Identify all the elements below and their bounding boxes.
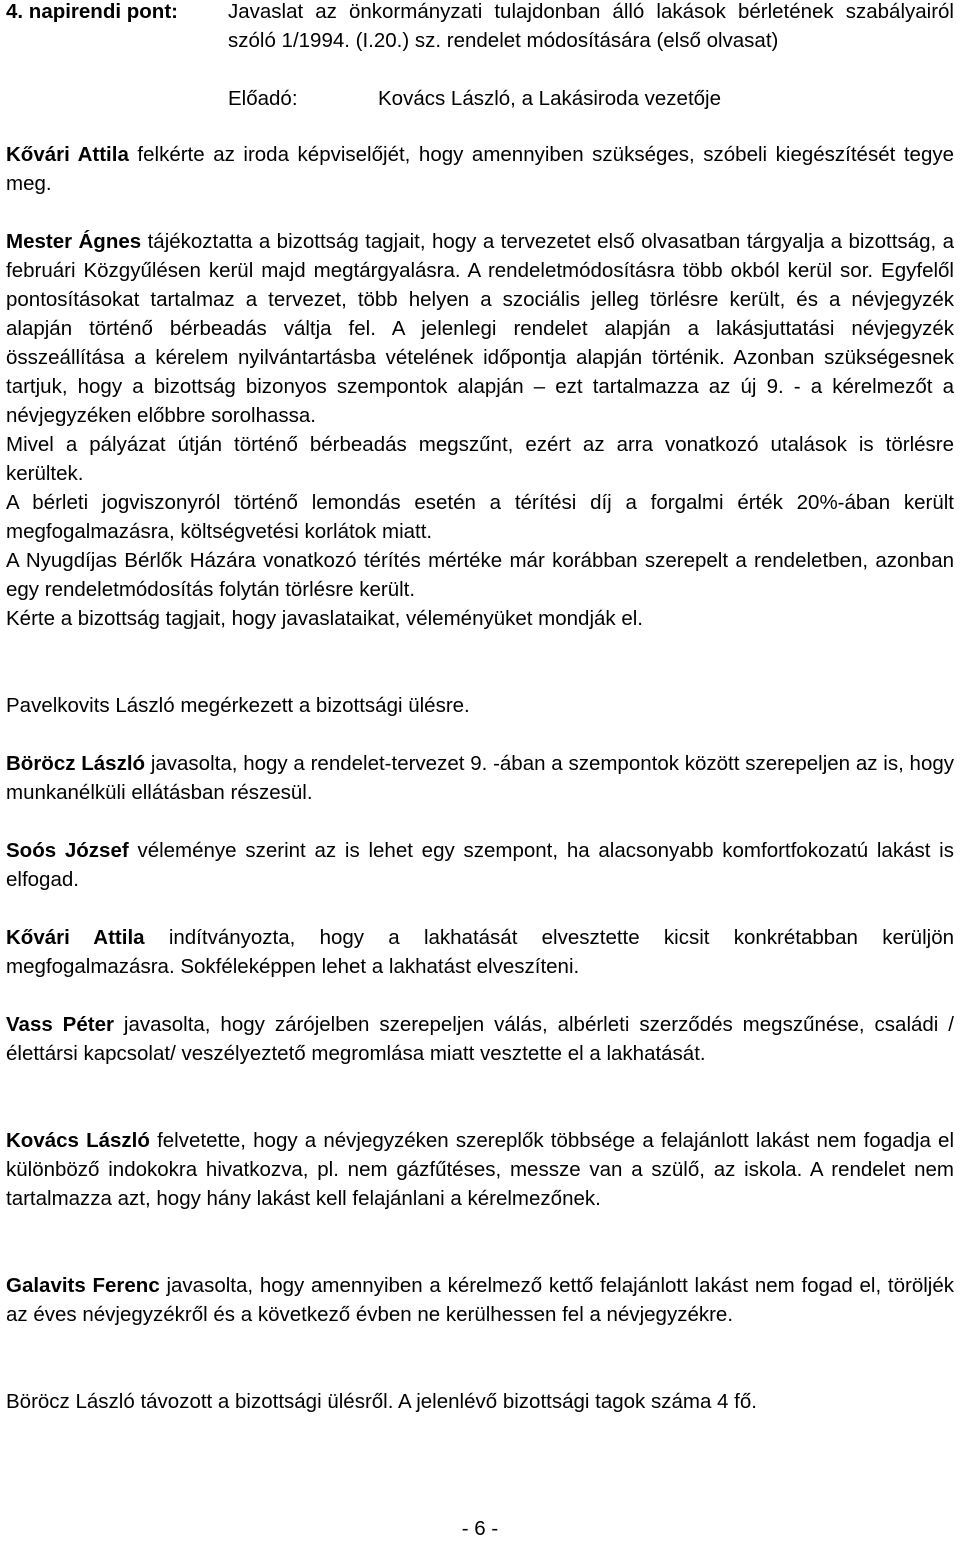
- paragraph-kovacs: [6, 1126, 954, 1213]
- speaker-name: Mester Ágnes: [6, 230, 142, 253]
- paragraph-pavelkovits: Pavelkovits László megérkezett a bizottsági ülésre.: [6, 694, 470, 717]
- paragraph-galavits: [6, 1271, 954, 1329]
- presenter-label: Előadó:: [228, 87, 298, 110]
- paragraph-text: javasolta, hogy amennyiben a kérelmező kettő felajánlott lakást nem fogad el, töröljék az éves névjegyzékről és a következő évben ne kerülhessen fel a névjegyzékre.: [6, 1274, 954, 1326]
- agenda-item-header: [6, 0, 954, 116]
- paragraph-boroc-1: [6, 749, 954, 807]
- speaker-name: Böröcz László: [6, 752, 146, 775]
- presenter-line: [228, 84, 722, 113]
- paragraph-mester-main: [6, 227, 954, 430]
- agenda-item-label: 4. napirendi pont:: [6, 0, 178, 23]
- paragraph-text: javasolta, hogy zárójelben szerepeljen válás, albérleti szerződés megszűnése, családi /élettársi kapcsolat/ veszélyeztető megromlása miatt vesztette el a lakhatását.: [6, 1013, 954, 1065]
- paragraph-text: felvetette, hogy a névjegyzéken szereplők többsége a felajánlott lakást nem fogadja el különböző indokokra hivatkozva, pl. nem gázfűtéses, messze van a szülő, az iskola. A rendelet nem tartalmazza azt, hogy hány lakást kell felajánlani a kérelmezőnek.: [6, 1129, 954, 1210]
- paragraph-text: véleménye szerint az is lehet egy szempont, ha alacsonyabb komfortfokozatú lakást is elfogad.: [6, 839, 954, 891]
- speaker-name: Galavits Ferenc: [6, 1274, 160, 1297]
- presenter-name: Kovács László, a Lakásiroda vezetője: [378, 87, 722, 110]
- agenda-item-title: Javaslat az önkormányzati tulajdonban álló lakások bérletének szabályairól szóló 1/1994. (I.20.) sz. rendelet módosítására (első olvasat): [228, 0, 954, 52]
- paragraph-vass: [6, 1010, 954, 1068]
- paragraph-mester-5: Kérte a bizottság tagjait, hogy javaslataikat, véleményüket mondják el.: [6, 607, 643, 630]
- paragraph-mester-2: Mivel a pályázat útján történő bérbeadás megszűnt, ezért az arra vonatkozó utalások is törlésre kerültek.: [6, 433, 954, 485]
- speaker-name: Kővári Attila: [6, 926, 145, 949]
- speaker-name: Vass Péter: [6, 1013, 114, 1036]
- document-page: [6, 0, 955, 1413]
- paragraph-mester-4: A Nyugdíjas Bérlők Házára vonatkozó térítés mértéke már korábban szerepelt a rendeletben, azonban egy rendeletmódosítás folytán törlésre került.: [6, 549, 954, 601]
- page-number: - 6 -: [461, 1517, 499, 1540]
- speaker-name: Kovács László: [6, 1129, 150, 1152]
- paragraph-boroc-2: Böröcz László távozott a bizottsági ülésről. A jelenlévő bizottsági tagok száma 4 fő.: [6, 1390, 757, 1413]
- paragraph-text: javasolta, hogy a rendelet-tervezet 9. -ában a szempontok között szerepeljen az is, hogy munkanélküli ellátásban részesül.: [6, 752, 954, 804]
- paragraph-text: indítványozta, hogy a lakhatását elvesztette kicsit konkrétabban kerüljön megfogalmazásra. Sokféleképpen lehet a lakhatást elveszíteni.: [6, 926, 954, 978]
- paragraph-kovari-2: [6, 923, 954, 981]
- speaker-name: Kővári Attila: [6, 143, 129, 166]
- paragraph-mester-3: A bérleti jogviszonyról történő lemondás esetén a térítési díj a forgalmi érték 20%-ában került megfogalmazásra, költségvetési korlátok miatt.: [6, 491, 954, 543]
- paragraph-mester: [6, 227, 954, 633]
- speaker-name: Soós József: [6, 839, 129, 862]
- paragraph-kovari-1: [6, 140, 954, 198]
- paragraph-soos: [6, 836, 954, 894]
- paragraph-text: felkérte az iroda képviselőjét, hogy amennyiben szükséges, szóbeli kiegészítését tegye meg.: [6, 143, 954, 195]
- paragraph-text: tájékoztatta a bizottság tagjait, hogy a tervezetet első olvasatban tárgyalja a bizottság, a februári Közgyűlésen kerül majd megtárgyalásra. A rendeletmódosításra több okból kerül sor. Egyfelől pontosításokat tartalmaz a tervezet, több helyen a szociális jelleg törlésre került, és a névjegyzék alapján történő bérbeadás váltja fel. A jelenlegi rendelet alapján a lakásjuttatási névjegyzék összeállítása a kérelem nyilvántartásba vételének időpontja alapján történik. Azonban szükségesnek tartjuk, hogy a bizottság bizonyos szempontok alapján – ezt tartalmazza az új 9. - a kérelmezőt a névjegyzéken előbbre sorolhassa.: [6, 230, 955, 427]
